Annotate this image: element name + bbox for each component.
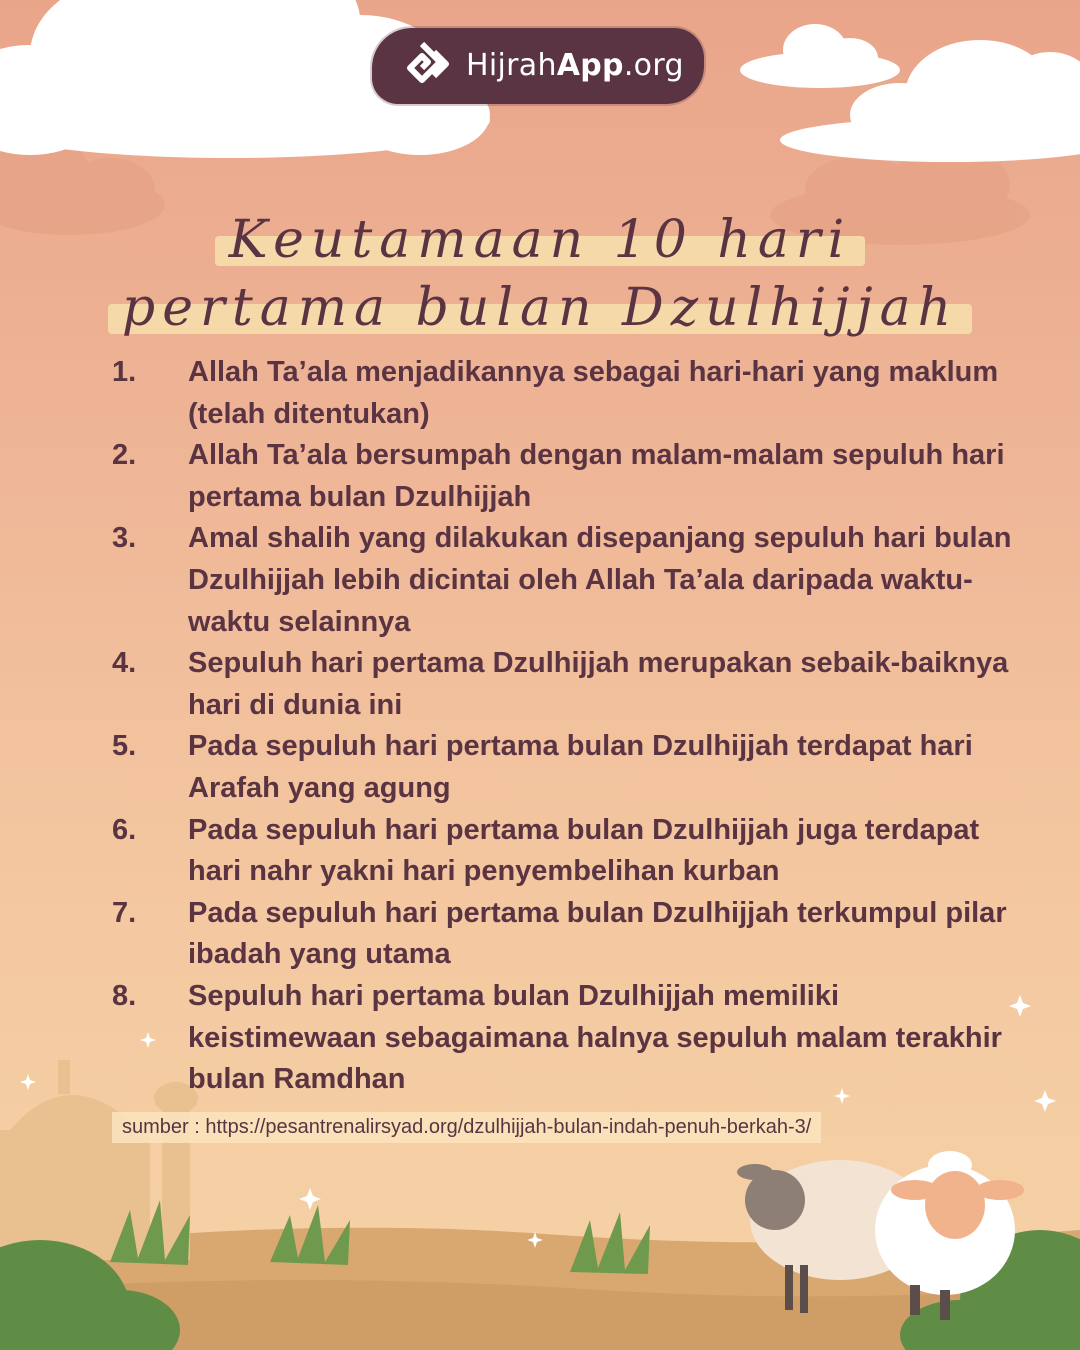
item-number: 8. — [112, 979, 137, 1012]
item-text: Allah Ta’ala bersumpah dengan malam-malam sepuluh hari pertama bulan Dzulhijjah — [188, 439, 1005, 513]
item-number: 3. — [112, 522, 137, 555]
list-item — [112, 518, 1012, 643]
item-number: 1. — [112, 356, 137, 388]
title — [0, 210, 1080, 346]
title-line-2: pertama bulan Dzulhijjah — [108, 278, 972, 338]
item-text: Amal shalih yang dilakukan disepanjang sepuluh hari bulan Dzulhijjah lebih dicintai oleh Allah Ta’ala daripada waktu-waktu selainnya — [188, 522, 1012, 638]
hijrahapp-logo-icon — [400, 38, 456, 94]
list-item — [112, 352, 1012, 435]
item-text: Pada sepuluh hari pertama bulan Dzulhijjah terkumpul pilar ibadah yang utama — [188, 896, 1007, 971]
item-number: 7. — [112, 896, 137, 929]
brand-name: HijrahApp.org — [466, 48, 684, 83]
item-text: Pada sepuluh hari pertama bulan Dzulhijjah terdapat hari Arafah yang agung — [188, 730, 973, 804]
cloud-top-right — [740, 24, 1080, 162]
brand-badge[interactable] — [372, 28, 704, 104]
item-text: Allah Ta’ala menjadikannya sebagai hari-hari yang maklum (telah ditentukan) — [188, 356, 999, 430]
item-number: 2. — [112, 439, 137, 472]
item-text: Pada sepuluh hari pertama bulan Dzulhijjah juga terdapat hari nahr yakni hari penyembelihan kurban — [188, 813, 980, 888]
virtues-list — [112, 352, 1012, 1101]
item-number: 6. — [112, 813, 137, 846]
title-line-1: Keutamaan 10 hari — [215, 210, 866, 270]
list-item — [112, 893, 1012, 976]
item-number: 4. — [112, 647, 137, 680]
item-text: Sepuluh hari pertama bulan Dzulhijjah memiliki keistimewaan sebagaimana halnya sepuluh malam terakhir bulan Ramdhan — [188, 979, 1002, 1096]
item-number: 5. — [112, 730, 137, 763]
list-item — [112, 810, 1012, 893]
source-link[interactable]: sumber : https://pesantrenalirsyad.org/dzulhijjah-bulan-indah-penuh-berkah-3/ — [112, 1112, 821, 1143]
list-item — [112, 726, 1012, 809]
item-text: Sepuluh hari pertama Dzulhijjah merupakan sebaik-baiknya hari di dunia ini — [188, 647, 1009, 721]
list-item — [112, 435, 1012, 518]
list-item — [112, 643, 1012, 726]
list-item — [112, 976, 1012, 1101]
